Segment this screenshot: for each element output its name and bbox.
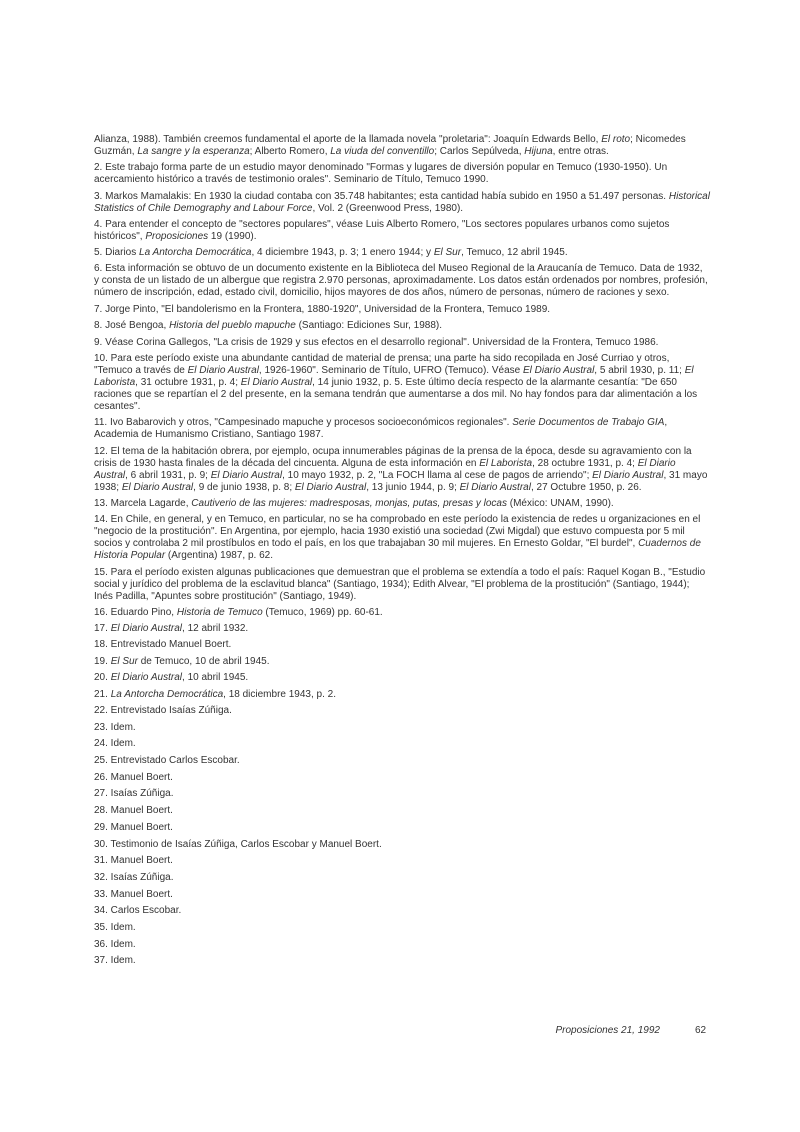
footnote-text: , entre otras. — [552, 146, 609, 157]
footnote-text: 3. Markos Mamalakis: En 1930 la ciudad contaba con 35.748 habitantes; esta cantidad había subido en 1950 a 51.497 personas. — [94, 190, 669, 202]
footnote-text: 19 (1990). — [208, 230, 257, 242]
footnote-italic-title: Cautiverio de las mujeres: madresposas, monjas, putas, presas y locas — [191, 497, 507, 509]
footnote-italic-title: Historia de Temuco — [176, 606, 263, 618]
footnote-text: 2. Este trabajo forma parte de un estudio mayor denominado "Formas y lugares de diversión popular en Temuco (1930-1950). Un acercamiento histórico a través de testimonio orales". Seminario de Título, Temuco 1990. — [94, 162, 668, 186]
footnote-text: , 14 junio 1932, p. 5. Este último decía respecto de la alarmante cesantía: "De 650 raciones que se repartían el 2 del presente, en la semana tendrán que aumentarse a dos mil. No hay fondos para dar alimentación a los cesantes". — [94, 377, 698, 413]
footnote — [94, 567, 710, 603]
footnote-italic-title: Historia del pueblo mapuche — [169, 320, 296, 332]
footnote — [94, 162, 710, 186]
footnote-text: 4. Para entender el concepto de "sectores populares", véase Luis Alberto Romero, "Los sectores populares urbanos como sujetos históricos", — [94, 218, 670, 242]
footnote-text: , Academia de Humanismo Cristiano, Santiago 1987. — [94, 417, 668, 441]
footnote-italic-title: La Antorcha Democrática — [139, 247, 252, 259]
footnote-italic-title: El Diario Austral — [110, 672, 183, 684]
footnote-text: 14. En Chile, en general, y en Temuco, en particular, no se ha comprobado en este período la existencia de redes u organizaciones en el "negocio de la prostitución". En Argentina, por ejemplo, hacia 1930 existió una sociedad (Zwi Migdal) que estuvo compuesta por 5 mil socios y controlaba 2 mil prostíbulos en todo el país, en los que trabajaban 30 mil mujeres. En Ernesto Goldar, "El burdel", — [94, 514, 701, 550]
footnote-italic-title: El Laborista — [94, 365, 694, 389]
footnote — [94, 772, 710, 784]
footnote-text: 24. Idem. — [94, 738, 136, 750]
footnote-italic-title: El Sur — [110, 656, 138, 668]
footnote-text: (México: UNAM, 1990). — [506, 497, 614, 509]
footnote-italic-title: El Diario Austral — [187, 365, 259, 377]
footnote-italic-title: Hijuna — [524, 146, 553, 157]
footnote-text: 25. Entrevistado Carlos Escobar. — [94, 755, 240, 767]
footnote — [94, 639, 710, 651]
footnote-text: , 31 octubre 1931, p. 4; — [135, 377, 241, 389]
footnote-italic-title: La sangre y la esperanza — [137, 146, 250, 157]
footnote — [94, 855, 710, 867]
footnote-text: 9. Véase Corina Gallegos, "La crisis de 1929 y sus efectos en el desarrollo regional". Universidad de la Frontera, Temuco 1986. — [94, 336, 659, 348]
footnote-text: 36. Idem. — [94, 938, 136, 950]
footnote-text: 22. Entrevistado Isaías Zúñiga. — [94, 705, 232, 717]
footnote-italic-title: La Antorcha Democrática — [110, 688, 224, 700]
footnote-text: 5. Diarios — [94, 247, 140, 259]
footnote-italic-title: Serie Documentos de Trabajo GIA — [512, 417, 665, 429]
footnote-text: 33. Manuel Boert. — [94, 888, 173, 900]
footnote-text: 20. — [94, 672, 111, 684]
footnote — [94, 922, 710, 934]
footnote-text: , 10 mayo 1932, p. 2, "La FOCH llama al cese de pagos de arriendo"; — [282, 469, 593, 481]
footnote — [94, 607, 710, 619]
footnote-italic-title: Cuadernos de Historia Popular — [94, 538, 701, 562]
footnote-italic-title: Historical Statistics of Chile Demography and Labour Force — [94, 190, 710, 214]
footnote — [94, 623, 710, 635]
footnote-text: 21. — [94, 688, 111, 700]
footnote — [94, 337, 710, 349]
footnote-text: , 31 mayo 1938; — [94, 469, 708, 493]
footnote — [94, 304, 710, 316]
footnote-italic-title: El Diario Austral — [110, 623, 183, 635]
footnote-italic-title: El Diario Austral — [294, 481, 367, 493]
footnotes-block — [94, 134, 710, 972]
footnote-text: (Santiago: Ediciones Sur, 1988). — [295, 320, 443, 332]
footnote — [94, 353, 710, 413]
footnote-italic-title: El Diario Austral — [240, 377, 313, 389]
footnote-text: , 6 abril 1931, p. 9; — [125, 469, 211, 481]
footnote-text: 32. Isaías Zúñiga. — [94, 871, 174, 883]
footnote-italic-title: El Diario Austral — [210, 469, 283, 481]
footnote — [94, 839, 710, 851]
footnote — [94, 939, 710, 951]
footnote-text: , 5 abril 1930, p. 11; — [594, 365, 685, 377]
footnote — [94, 889, 710, 901]
footnote — [94, 705, 710, 717]
footnote-text: , Temuco, 12 abril 1945. — [461, 247, 568, 259]
footnote-italic-title: El Diario Austral — [592, 469, 664, 481]
footnote-text: (Argentina) 1987, p. 62. — [165, 550, 274, 562]
footnote — [94, 417, 710, 441]
footnote-text: , 13 junio 1944, p. 9; — [366, 481, 460, 493]
footnote-text: 37. Idem. — [94, 955, 136, 967]
footnote-italic-title: El Diario Austral — [522, 365, 595, 377]
footnote-text: 17. — [94, 623, 111, 635]
footnote — [94, 247, 710, 259]
footnote — [94, 134, 710, 158]
footnote-text: 19. — [94, 656, 111, 668]
footnote-italic-title: El Diario Austral — [121, 481, 194, 493]
footnote — [94, 656, 710, 668]
footnote-text: 34. Carlos Escobar. — [94, 905, 182, 917]
footnote-italic-title: El Diario Austral — [459, 481, 531, 493]
footnote — [94, 722, 710, 734]
footnote — [94, 955, 710, 967]
footnote-italic-title: El roto — [601, 134, 631, 145]
footnote — [94, 805, 710, 817]
footnote — [94, 672, 710, 684]
page-number: 62 — [695, 1025, 707, 1036]
footnote-text: , Vol. 2 (Greenwood Press, 1980). — [312, 202, 464, 214]
footnote-text: ; Alberto Romero, — [249, 146, 331, 157]
footnote-text: , 1926-1960". Seminario de Título, UFRO (Temuco). Véase — [258, 365, 523, 377]
footnote-text: 13. Marcela Lagarde, — [94, 497, 192, 509]
footnote — [94, 514, 710, 562]
footnote-text: 7. Jorge Pinto, "El bandolerismo en la Frontera, 1880-1920", Universidad de la Frontera, Temuco 1989. — [94, 303, 551, 315]
footnote — [94, 498, 710, 510]
footnote-text: 31. Manuel Boert. — [94, 855, 173, 867]
footnote-text: ; Nicomedes Guzmán, — [94, 134, 686, 157]
footnote-text: 8. José Bengoa, — [94, 320, 170, 332]
footnote-italic-title: El Laborista — [479, 457, 533, 469]
footnote — [94, 320, 710, 332]
footnote — [94, 872, 710, 884]
footnote-text: 26. Manuel Boert. — [94, 771, 173, 783]
footnote-text: 35. Idem. — [94, 921, 136, 933]
footnote — [94, 905, 710, 917]
footnote-text: 11. Ivo Babarovich y otros, "Campesinado mapuche y procesos socioeconómicos regionales". — [94, 417, 513, 429]
footnote — [94, 446, 710, 494]
footnote-text: 16. Eduardo Pino, — [94, 606, 177, 618]
footnote-text: 18. Entrevistado Manuel Boert. — [94, 639, 232, 651]
footnote — [94, 263, 710, 299]
footnote — [94, 788, 710, 800]
footnote — [94, 822, 710, 834]
footnote-italic-title: El Sur — [433, 247, 462, 259]
footnote-text: 30. Testimonio de Isaías Zúñiga, Carlos Escobar y Manuel Boert. — [94, 838, 382, 850]
footnote-text: 23. Idem. — [94, 721, 136, 733]
footnote-italic-title: Proposiciones — [145, 230, 209, 242]
footnote-text: , 9 de junio 1938, p. 8; — [193, 481, 295, 493]
journal-citation: Proposiciones 21, 1992 — [555, 1025, 660, 1036]
footnote-text: de Temuco, 10 de abril 1945. — [137, 656, 270, 668]
footnote-text: , 12 abril 1932. — [182, 623, 249, 635]
footnote-text: , 4 diciembre 1943, p. 3; 1 enero 1944; y — [251, 247, 434, 259]
footnote-text: 15. Para el período existen algunas publicaciones que demuestran que el problema se extendía a todo el país: Raquel Kogan B., "Estudio social y jurídico del problema de la esclavitud blanca" (Santiago, 1934); Edith Alvear, "El problema de la prostitución" (Santiago, 1944); Inés Padilla, "Apuntes sobre prostitución" (Santiago, 1949). — [94, 566, 706, 602]
footnote-text: , 27 Octubre 1950, p. 26. — [530, 481, 642, 493]
footnote-italic-title: El Diario Austral — [94, 457, 676, 481]
footnote — [94, 738, 710, 750]
footnote-text: 29. Manuel Boert. — [94, 821, 173, 833]
footnote-text: , 28 octubre 1931, p. 4; — [532, 457, 638, 469]
footnote-text: (Temuco, 1969) pp. 60-61. — [262, 606, 383, 618]
footnote-text: Alianza, 1988). También creemos fundamental el aporte de la llamada novela "proletaria": Joaquín Edwards Bello, — [94, 134, 602, 145]
footnote — [94, 755, 710, 767]
footnote-text: , 10 abril 1945. — [182, 672, 249, 684]
footnote-text: 6. Esta información se obtuvo de un documento existente en la Biblioteca del Museo Regional de la Araucanía de Temuco. Data de 1932, y consta de un listado de un albergue que registra 2.970 personas, aproximadamente. Los datos están ordenados por nombres, profesión, número de inscripción, edad, estado civil, domicilio, hijos mayores de dos años, número de personas, número de raciones y sexo. — [94, 263, 708, 299]
footnote — [94, 219, 710, 243]
footnote-text: 27. Isaías Zúñiga. — [94, 788, 174, 800]
footnote-text: ; Carlos Sepúlveda, — [434, 146, 525, 157]
footnote — [94, 191, 710, 215]
footnote-text: 12. El tema de la habitación obrera, por ejemplo, ocupa innumerables páginas de la prensa de la época, desde su agravamiento con la crisis de 1930 hasta finales de la década del cincuenta. Alguna de esta información en — [94, 445, 692, 469]
footnote-text: , 18 diciembre 1943, p. 2. — [223, 688, 337, 700]
footnote-text: 28. Manuel Boert. — [94, 805, 173, 817]
footnote-italic-title: La viuda del conventillo — [330, 146, 435, 157]
footnote — [94, 689, 710, 701]
footnote-text: 10. Para este período existe una abundante cantidad de material de prensa; una parte ha sido recopilada en José Curriao y otros, "Temuco a través de — [94, 353, 670, 377]
